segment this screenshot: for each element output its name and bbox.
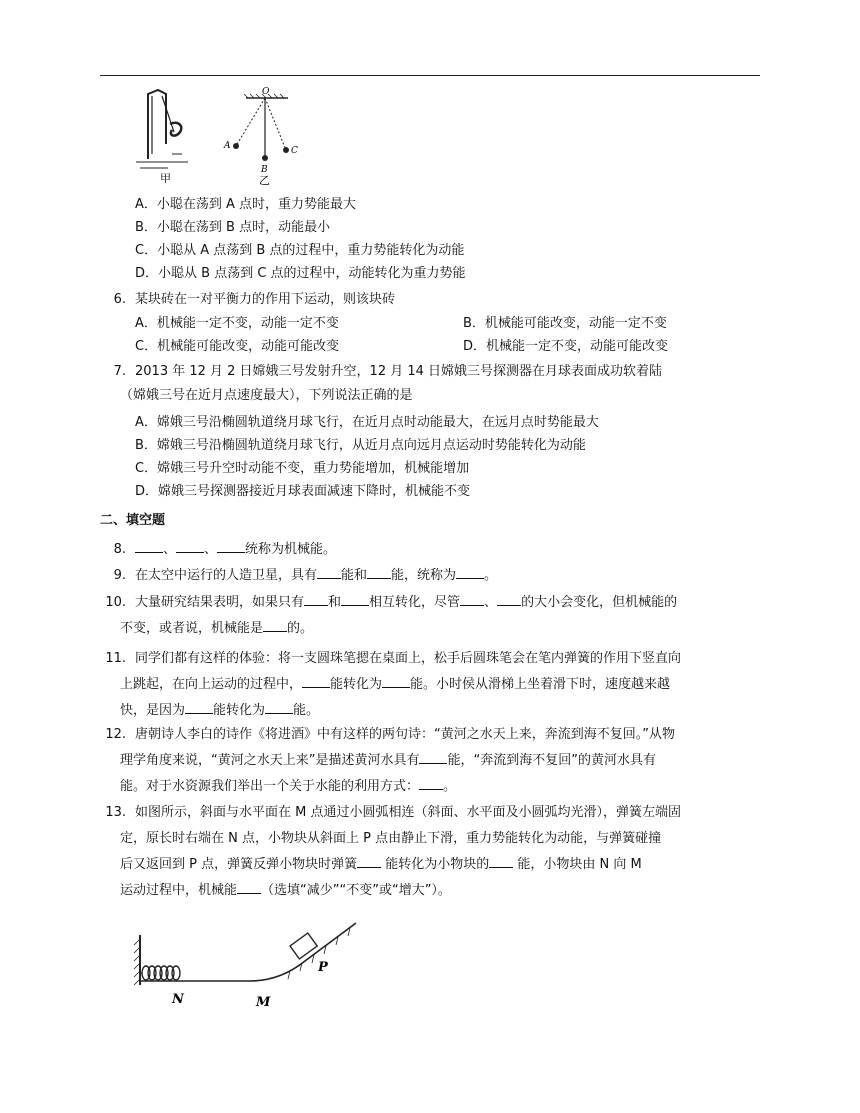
q11-line2: 上跳起，在向上运动的过程中， 能转化为 能。小时侯从滑梯上坐着滑下时，速度越来越: [120, 673, 670, 696]
q6-number: 6.: [113, 292, 126, 307]
q8-blank-2[interactable]: [176, 538, 204, 553]
q12-number: 12.: [105, 727, 126, 742]
q7-number: 7.: [113, 364, 126, 379]
label-o: O: [262, 87, 270, 97]
q12-line2: 理学角度来说，“黄河之水天上来”是描述黄河水具有 能，“奔流到海不复回”的黄河水具有: [120, 749, 656, 772]
label-a: A: [224, 141, 231, 151]
q10-blank-5[interactable]: [263, 617, 287, 632]
q12-line1: 唐朝诗人李白的诗作《将进酒》中有这样的两句诗：“黄河之水天上来，奔流到海不复回。”从物: [135, 727, 675, 742]
q9-blank-1[interactable]: [317, 564, 341, 579]
q8-blank-1[interactable]: [135, 538, 163, 553]
q13-number: 13.: [105, 805, 126, 820]
spring: [142, 966, 180, 980]
q13-line3: 后又返回到 P 点，弹簧反弹小物块时弹簧 能转化为小物块的 能，小物块由 N 向 M: [120, 853, 642, 876]
q10-blank-3[interactable]: [460, 591, 484, 606]
q6-option-c: C．机械能可能改变，动能可能改变: [135, 339, 340, 354]
q5-option-a: A．小聪在荡到 A 点时，重力势能最大: [135, 197, 357, 212]
q8-number: 8.: [113, 542, 126, 557]
q7-option-c: C．嫦娥三号升空时动能不变，重力势能增加，机械能增加: [135, 461, 470, 476]
fig-label-yi: 乙: [259, 174, 270, 187]
label-b: B: [261, 165, 268, 175]
bob-b: [262, 155, 268, 161]
q8-blank-3[interactable]: [217, 538, 245, 553]
label-c: C: [291, 146, 298, 156]
q10-line2: 不变，或者说，机械能是 的。: [120, 617, 313, 640]
q13-line4: 运动过程中，机械能 （选填“减少”“不变”或“增大”）。: [120, 879, 451, 902]
q6-option-a: A．机械能一定不变，动能一定不变: [135, 316, 339, 331]
q13-line1: 如图所示，斜面与水平面在 M 点通过小圆弧相连（斜面、水平面及小圆弧均光滑），弹簧左端固: [135, 805, 681, 820]
q11-blank-4[interactable]: [265, 699, 293, 714]
q9-text: 在太空中运行的人造卫星，具有 能和 能，统称为 。: [135, 564, 497, 587]
label-m: M: [256, 995, 271, 1010]
q9-blank-3[interactable]: [456, 564, 484, 579]
q13-blank-3[interactable]: [237, 879, 261, 894]
q11-blank-1[interactable]: [302, 673, 330, 688]
q13-blank-1[interactable]: [357, 853, 381, 868]
q5-option-c: C．小聪从 A 点荡到 B 点的过程中，重力势能转化为动能: [135, 243, 465, 258]
q10-blank-4[interactable]: [497, 591, 521, 606]
q6-option-b: B．机械能可能改变，动能一定不变: [463, 316, 667, 331]
q6-option-d: D．机械能一定不变，动能可能改变: [463, 339, 669, 354]
q11-number: 11.: [105, 651, 126, 666]
q10-blank-1[interactable]: [304, 591, 328, 606]
q8-text: 、 、 统称为机械能。: [135, 538, 336, 561]
label-p: P: [318, 960, 328, 975]
q7-stem-line1: 2013 年 12 月 2 日嫦娥三号发射升空，12 月 14 日嫦娥三号探测器在月球表面成功软着陆: [135, 364, 663, 379]
q13-blank-2[interactable]: [489, 853, 513, 868]
q7-option-b: B．嫦娥三号沿椭圆轨道绕月球飞行，从近月点向远月点运动时势能转化为动能: [135, 438, 586, 453]
q7-option-d: D．嫦娥三号探测器接近月球表面减速下降时，机械能不变: [135, 484, 471, 499]
q10-blank-2[interactable]: [341, 591, 369, 606]
q12-blank-2[interactable]: [419, 775, 443, 790]
spring-ramp-figure: [130, 915, 370, 1015]
q11-blank-2[interactable]: [382, 673, 410, 688]
bob-a: [233, 143, 239, 149]
swing-pendulum-figure: [128, 84, 318, 189]
q12-blank-1[interactable]: [419, 749, 447, 764]
q9-number: 9.: [113, 568, 126, 583]
q12-line3: 能。对于水资源我们举出一个关于水能的利用方式： 。: [120, 775, 456, 798]
swing-illustration: [136, 90, 188, 168]
fig-label-jia: 甲: [160, 172, 171, 185]
section-title-fill-in: 二、填空题: [100, 513, 166, 528]
q5-option-b: B．小聪在荡到 B 点时，动能最小: [135, 220, 331, 235]
q6-stem: 某块砖在一对平衡力的作用下运动，则该块砖: [135, 292, 396, 307]
q11-line3: 快，是因为 能转化为 能。: [120, 699, 319, 722]
q11-blank-3[interactable]: [185, 699, 213, 714]
q9-blank-2[interactable]: [367, 564, 391, 579]
q11-line1: 同学们都有这样的体验：将一支圆珠笔摁在桌面上，松手后圆珠笔会在笔内弹簧的作用下竖直向: [135, 651, 682, 666]
q7-option-a: A．嫦娥三号沿椭圆轨道绕月球飞行，在近月点时动能最大，在远月点时势能最大: [135, 415, 599, 430]
q10-number: 10.: [105, 595, 126, 610]
label-n: N: [172, 992, 184, 1007]
header-rule: [100, 75, 760, 76]
q5-option-d: D．小聪从 B 点荡到 C 点的过程中，动能转化为重力势能: [135, 266, 466, 281]
q10-line1: 大量研究结果表明，如果只有 和 相互转化，尽管 、 的大小会变化，但机械能的: [135, 591, 677, 614]
pendulum-illustration: [236, 94, 288, 158]
bob-c: [283, 147, 289, 153]
q7-stem-line2: （嫦娥三号在近月点速度最大），下列说法正确的是: [120, 388, 413, 403]
q13-line2: 定，原长时右端在 N 点，小物块从斜面上 P 点由静止下滑，重力势能转化为动能，与弹簧碰撞: [120, 831, 662, 846]
